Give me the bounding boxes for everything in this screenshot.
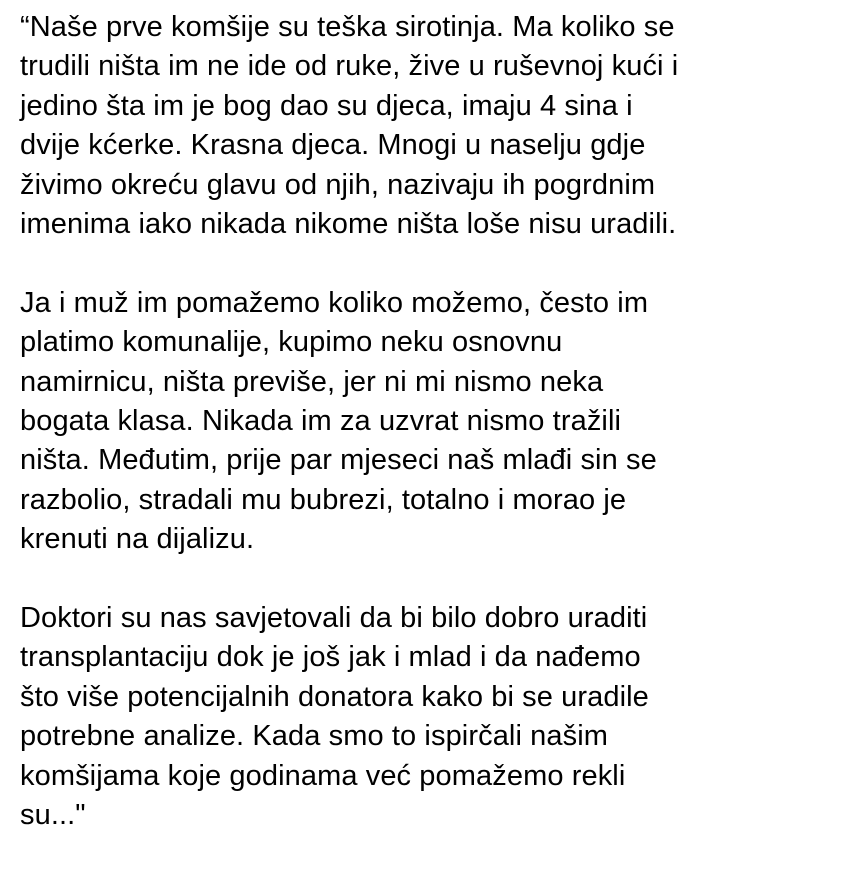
text-line: platimo komunalije, kupimo neku osnovnu [20, 326, 563, 359]
paragraph-3 [20, 599, 835, 835]
text-line: su..." [20, 799, 86, 832]
text-line: namirnicu, ništa previše, jer ni mi nismo neka [20, 365, 604, 398]
paragraph-2 [20, 284, 835, 560]
paragraph-1 [20, 8, 835, 244]
text-line: bogata klasa. Nikada im za uzvrat nismo tražili [20, 405, 622, 438]
text-line: “Naše prve komšije su teška sirotinja. Ma koliko se [20, 11, 675, 43]
text-line: krenuti na dijalizu. [20, 523, 255, 556]
text-line: razbolio, stradali mu bubrezi, totalno i morao je [20, 483, 627, 516]
text-line: dvije kćerke. Krasna djeca. Mnogi u naselju gdje [20, 129, 646, 162]
text-line: potrebne analize. Kada smo to ispirčali našim [20, 720, 609, 753]
text-line: živimo okreću glavu od njih, nazivaju ih pogrdnim [20, 168, 656, 201]
text-line: Ja i muž im pomažemo koliko možemo, često im [20, 286, 649, 319]
text-line: Doktori su nas savjetovali da bi bilo dobro uraditi [20, 602, 648, 635]
text-line: komšijama koje godinama već pomažemo rekli [20, 759, 626, 792]
text-line: što više potencijalnih donatora kako bi se uradile [20, 680, 649, 713]
text-line: imenima iako nikada nikome ništa loše nisu uradili. [20, 208, 677, 241]
text-line: trudili ništa im ne ide od ruke, žive u ruševnoj kući i [20, 50, 679, 83]
text-line: ništa. Međutim, prije par mjeseci naš mlađi sin se [20, 444, 657, 477]
text-line: jedino šta im je bog dao su djeca, imaju 4 sina i [20, 89, 633, 122]
text-line: transplantaciju dok je još jak i mlad i da nađemo [20, 641, 641, 674]
story-text [20, 8, 835, 836]
